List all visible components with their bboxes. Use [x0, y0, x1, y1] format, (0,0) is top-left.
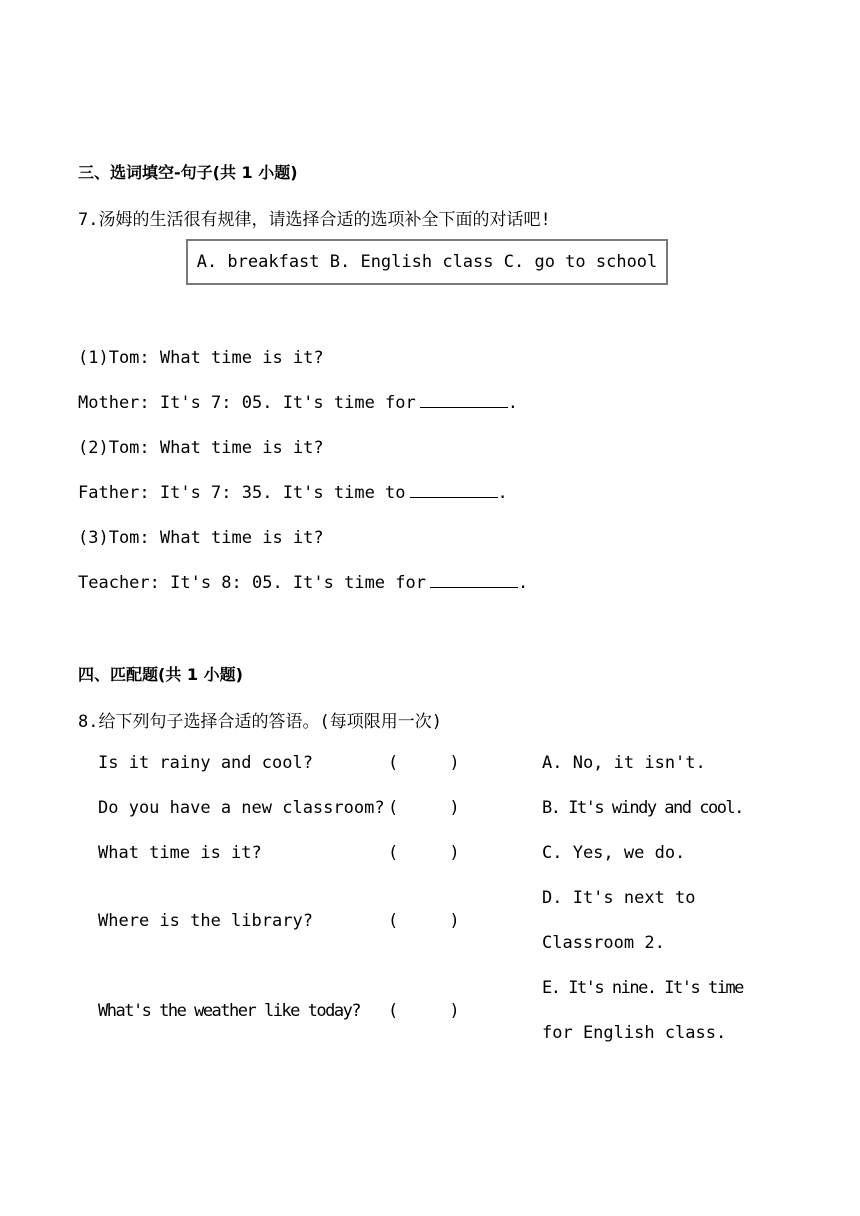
- question-7: 7.汤姆的生活很有规律，请选择合适的选项补全下面的对话吧!: [78, 210, 551, 230]
- dialog-text: Father: It's 7: 35. It's time to: [78, 483, 406, 503]
- match-answer-d-line1: D. It's next to: [542, 888, 696, 908]
- dialog-text: Teacher: It's 8: 05. It's time for: [78, 573, 426, 593]
- answer-blank-2[interactable]: [410, 483, 498, 498]
- section-heading-3: 三、选词填空-句子(共 1 小题): [78, 163, 298, 182]
- match-paren-5[interactable]: ( ): [388, 1001, 460, 1021]
- match-paren-3[interactable]: ( ): [388, 843, 460, 863]
- dialog-end: .: [507, 393, 519, 413]
- match-question-5: What's the weather like today?: [98, 1001, 361, 1021]
- answer-blank-3[interactable]: [430, 573, 518, 588]
- options-box: A. breakfast B. English class C. go to school: [186, 239, 668, 285]
- dialog-line-1: (1)Tom: What time is it?: [78, 348, 324, 368]
- match-answer-e-line2: for English class.: [542, 1023, 727, 1043]
- dialog-line-6: [78, 573, 528, 593]
- match-question-4: Where is the library?: [98, 911, 313, 931]
- match-paren-1[interactable]: ( ): [388, 753, 460, 773]
- dialog-line-2: [78, 393, 518, 413]
- dialog-end: .: [518, 573, 529, 593]
- dialog-line-4: [78, 483, 508, 503]
- dialog-line-5: (3)Tom: What time is it?: [78, 528, 324, 548]
- section-heading-4: 四、匹配题(共 1 小题): [78, 665, 243, 684]
- dialog-line-3: (2)Tom: What time is it?: [78, 438, 324, 458]
- match-paren-4[interactable]: ( ): [388, 911, 460, 931]
- match-answer-c: C. Yes, we do.: [542, 843, 686, 863]
- dialog-end: .: [497, 483, 508, 503]
- match-question-3: What time is it?: [98, 843, 262, 863]
- question-8: 8.给下列句子选择合适的答语。(每项限用一次): [78, 712, 442, 732]
- match-answer-a: A. No, it isn't.: [542, 753, 706, 773]
- match-answer-e-line1: E. It's nine. It's time: [542, 978, 743, 998]
- match-answer-b: B. It's windy and cool.: [542, 798, 743, 818]
- match-question-2: Do you have a new classroom?: [98, 798, 385, 818]
- match-answer-d-line2: Classroom 2.: [542, 933, 665, 953]
- match-question-1: Is it rainy and cool?: [98, 753, 313, 773]
- answer-blank-1[interactable]: [420, 393, 508, 408]
- match-paren-2[interactable]: ( ): [388, 798, 460, 818]
- dialog-text: Mother: It's 7: 05. It's time for: [78, 393, 416, 413]
